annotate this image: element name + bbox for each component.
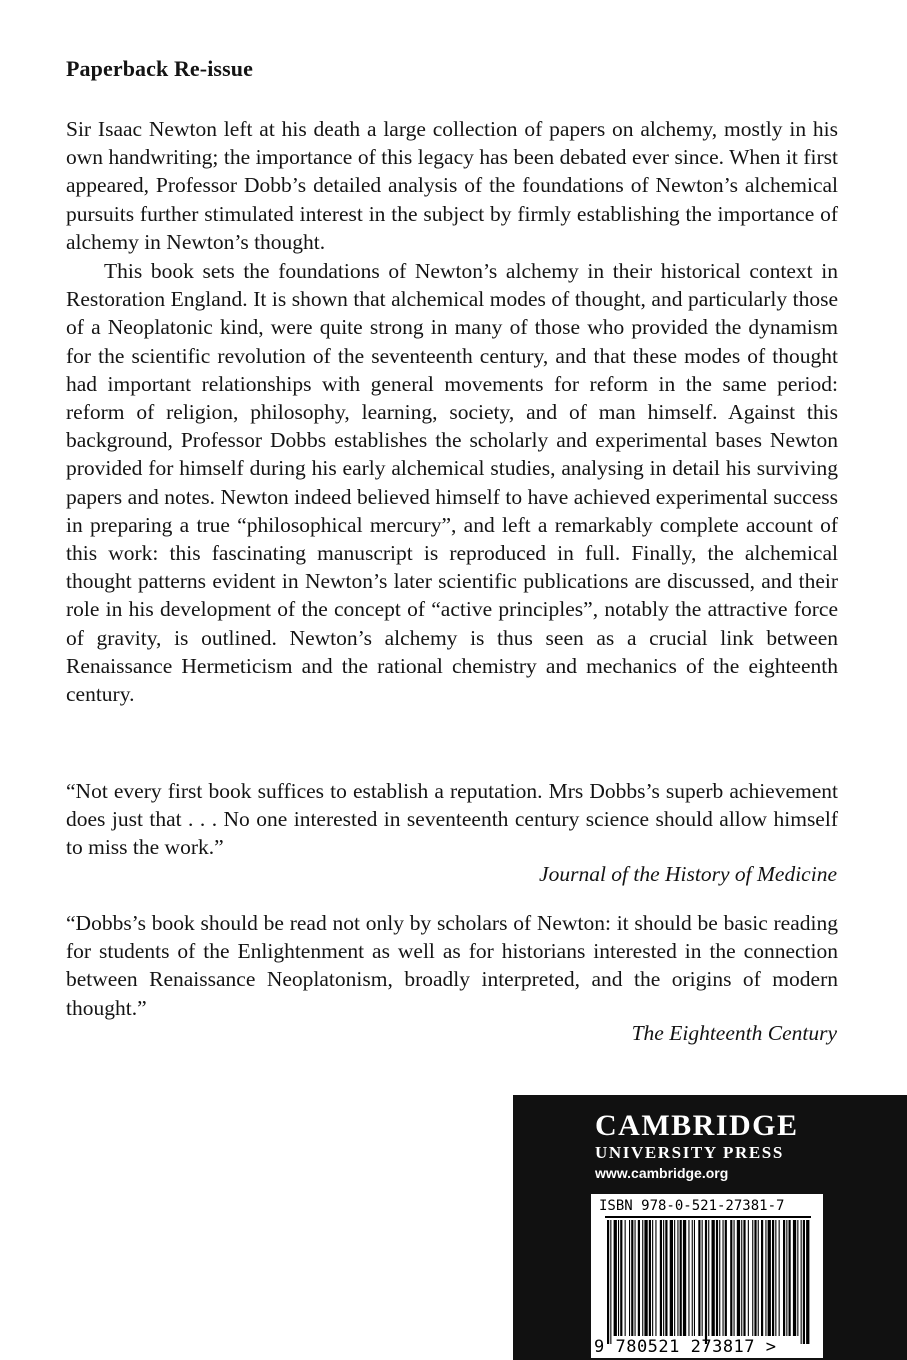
barcode-bar [649, 1220, 651, 1336]
barcode-bar [775, 1220, 776, 1336]
barcode-bar [734, 1220, 735, 1336]
barcode-panel [591, 1194, 823, 1358]
barcode-bar [705, 1220, 707, 1344]
barcode-bar [674, 1220, 675, 1336]
barcode-bar [614, 1220, 617, 1336]
barcode-bar [741, 1220, 742, 1336]
barcode-bar [680, 1220, 682, 1336]
barcode-bar [702, 1220, 703, 1336]
barcode-bar [772, 1220, 774, 1336]
publisher-box [513, 1095, 907, 1360]
barcode-bar [806, 1220, 809, 1344]
publisher-website: www.cambridge.org [595, 1165, 729, 1181]
barcode-bar [625, 1220, 626, 1336]
barcode-bar [644, 1220, 647, 1336]
publisher-logo: CAMBRIDGE [595, 1109, 799, 1142]
barcode-bar [620, 1220, 622, 1336]
barcode-bar [712, 1220, 715, 1336]
barcode-bar [719, 1220, 720, 1336]
barcode-bar [642, 1220, 643, 1336]
description-paragraph-2: This book sets the foundations of Newton’s alchemy in their historical context in Restoration England. It is shown that alchemical modes of thought, and particularly those of a Neoplatonic kind, were quite strong in many of those who provided the dynamism for the scientific revolution of the seventeenth century, and that these modes of thought had important relationships with general movements for reform in the same period: reform of religion, philosophy, learning, society, and of man himself. Against this background, Professor Dobbs establishes the scholarly and experimental bases Newton provided for himself during his early alchemical studies, analysing in detail his surviving papers and notes. Newton indeed believed himself to have achieved experimental success in preparing a true “philosophical mercury”, and left a remarkably complete account of this work: this fascinating manuscript is reproduced in full. Finally, the alchemical thought patterns evident in Newton’s later scientific publications are discussed, and their role in his development of the concept of “active principles”, notably the attractive force of gravity, is outlined. Newton’s alchemy is thus seen as a crucial link between Renaissance Hermeticism and the rational chemistry and mechanics of the eighteenth century. [66, 259, 838, 707]
barcode-bar [758, 1220, 759, 1336]
barcode-bar [635, 1220, 636, 1336]
barcode-bar [716, 1220, 718, 1336]
isbn-label: ISBN 978-0-521-27381-7 [599, 1198, 785, 1214]
barcode-bar [761, 1220, 763, 1336]
review-quote-1: “Not every first book suffices to establish a reputation. Mrs Dobbs’s superb achievement does just that . . . No one interested in seventeenth century science should allow himself to miss the work.” [66, 779, 838, 860]
barcode-bar [665, 1220, 667, 1336]
barcode-bar [752, 1220, 753, 1336]
barcode-bar [743, 1220, 745, 1336]
barcode-bar [683, 1220, 686, 1336]
barcode-bar [801, 1220, 802, 1344]
barcode-bar [730, 1220, 732, 1336]
barcode-bar [737, 1220, 740, 1336]
barcode-bar [748, 1220, 749, 1336]
barcode-bar [652, 1220, 653, 1336]
barcode-bar [754, 1220, 756, 1336]
barcode-digits: 9 780521 273817 > [594, 1337, 777, 1357]
barcode-bar [629, 1220, 630, 1336]
barcode-bar [779, 1220, 780, 1336]
barcode-bar [660, 1220, 662, 1336]
barcode-bar [783, 1220, 785, 1336]
barcode-bar [655, 1220, 656, 1336]
barcode-bar [670, 1220, 673, 1336]
barcode-bar [789, 1220, 791, 1336]
barcode-bar [723, 1220, 724, 1336]
barcode-bar [803, 1220, 805, 1344]
barcode-bar [698, 1220, 700, 1336]
barcode-bar [607, 1220, 609, 1344]
barcode-bar [768, 1220, 771, 1336]
barcode-bar [631, 1220, 633, 1336]
barcode-bar [793, 1220, 796, 1336]
barcode-bar [663, 1220, 664, 1336]
barcode-bar [725, 1220, 727, 1336]
barcode-bar [677, 1220, 678, 1336]
section-heading: Paperback Re-issue [66, 56, 253, 81]
barcode-bar [688, 1220, 689, 1336]
barcode-bar [786, 1220, 787, 1336]
barcode-bar [765, 1220, 766, 1336]
review-source-1: Journal of the History of Medicine [539, 862, 837, 886]
barcode-bar [708, 1220, 709, 1336]
description-paragraph-1: Sir Isaac Newton left at his death a large collection of papers on alchemy, mostly in his own handwriting; the importance of this legacy has been debated ever since. When it first appeared, Professor Dobb’s detailed analysis of the foundations of Newton’s alchemical pursuits further stimulated interest in the subject by firmly establishing the importance of alchemy in Newton’s thought. [66, 117, 838, 254]
publisher-subtitle: UNIVERSITY PRESS [595, 1143, 784, 1162]
barcode-icon [591, 1194, 823, 1358]
barcode-bar [610, 1220, 611, 1344]
review-source-2: The Eighteenth Century [631, 1021, 837, 1045]
barcode-bar [694, 1220, 695, 1336]
barcode-bar [692, 1220, 693, 1336]
barcode-bar [797, 1220, 798, 1336]
review-quote-2: “Dobbs’s book should be read not only by scholars of Newton: it should be basic reading for students of the Enlightenment as well as for historians interested in the connection between Renaissance Neoplatonism, broadly interpreted, and the origins of modern thought.” [66, 911, 838, 1020]
barcode-bar [618, 1220, 619, 1336]
barcode-bar [638, 1220, 640, 1336]
